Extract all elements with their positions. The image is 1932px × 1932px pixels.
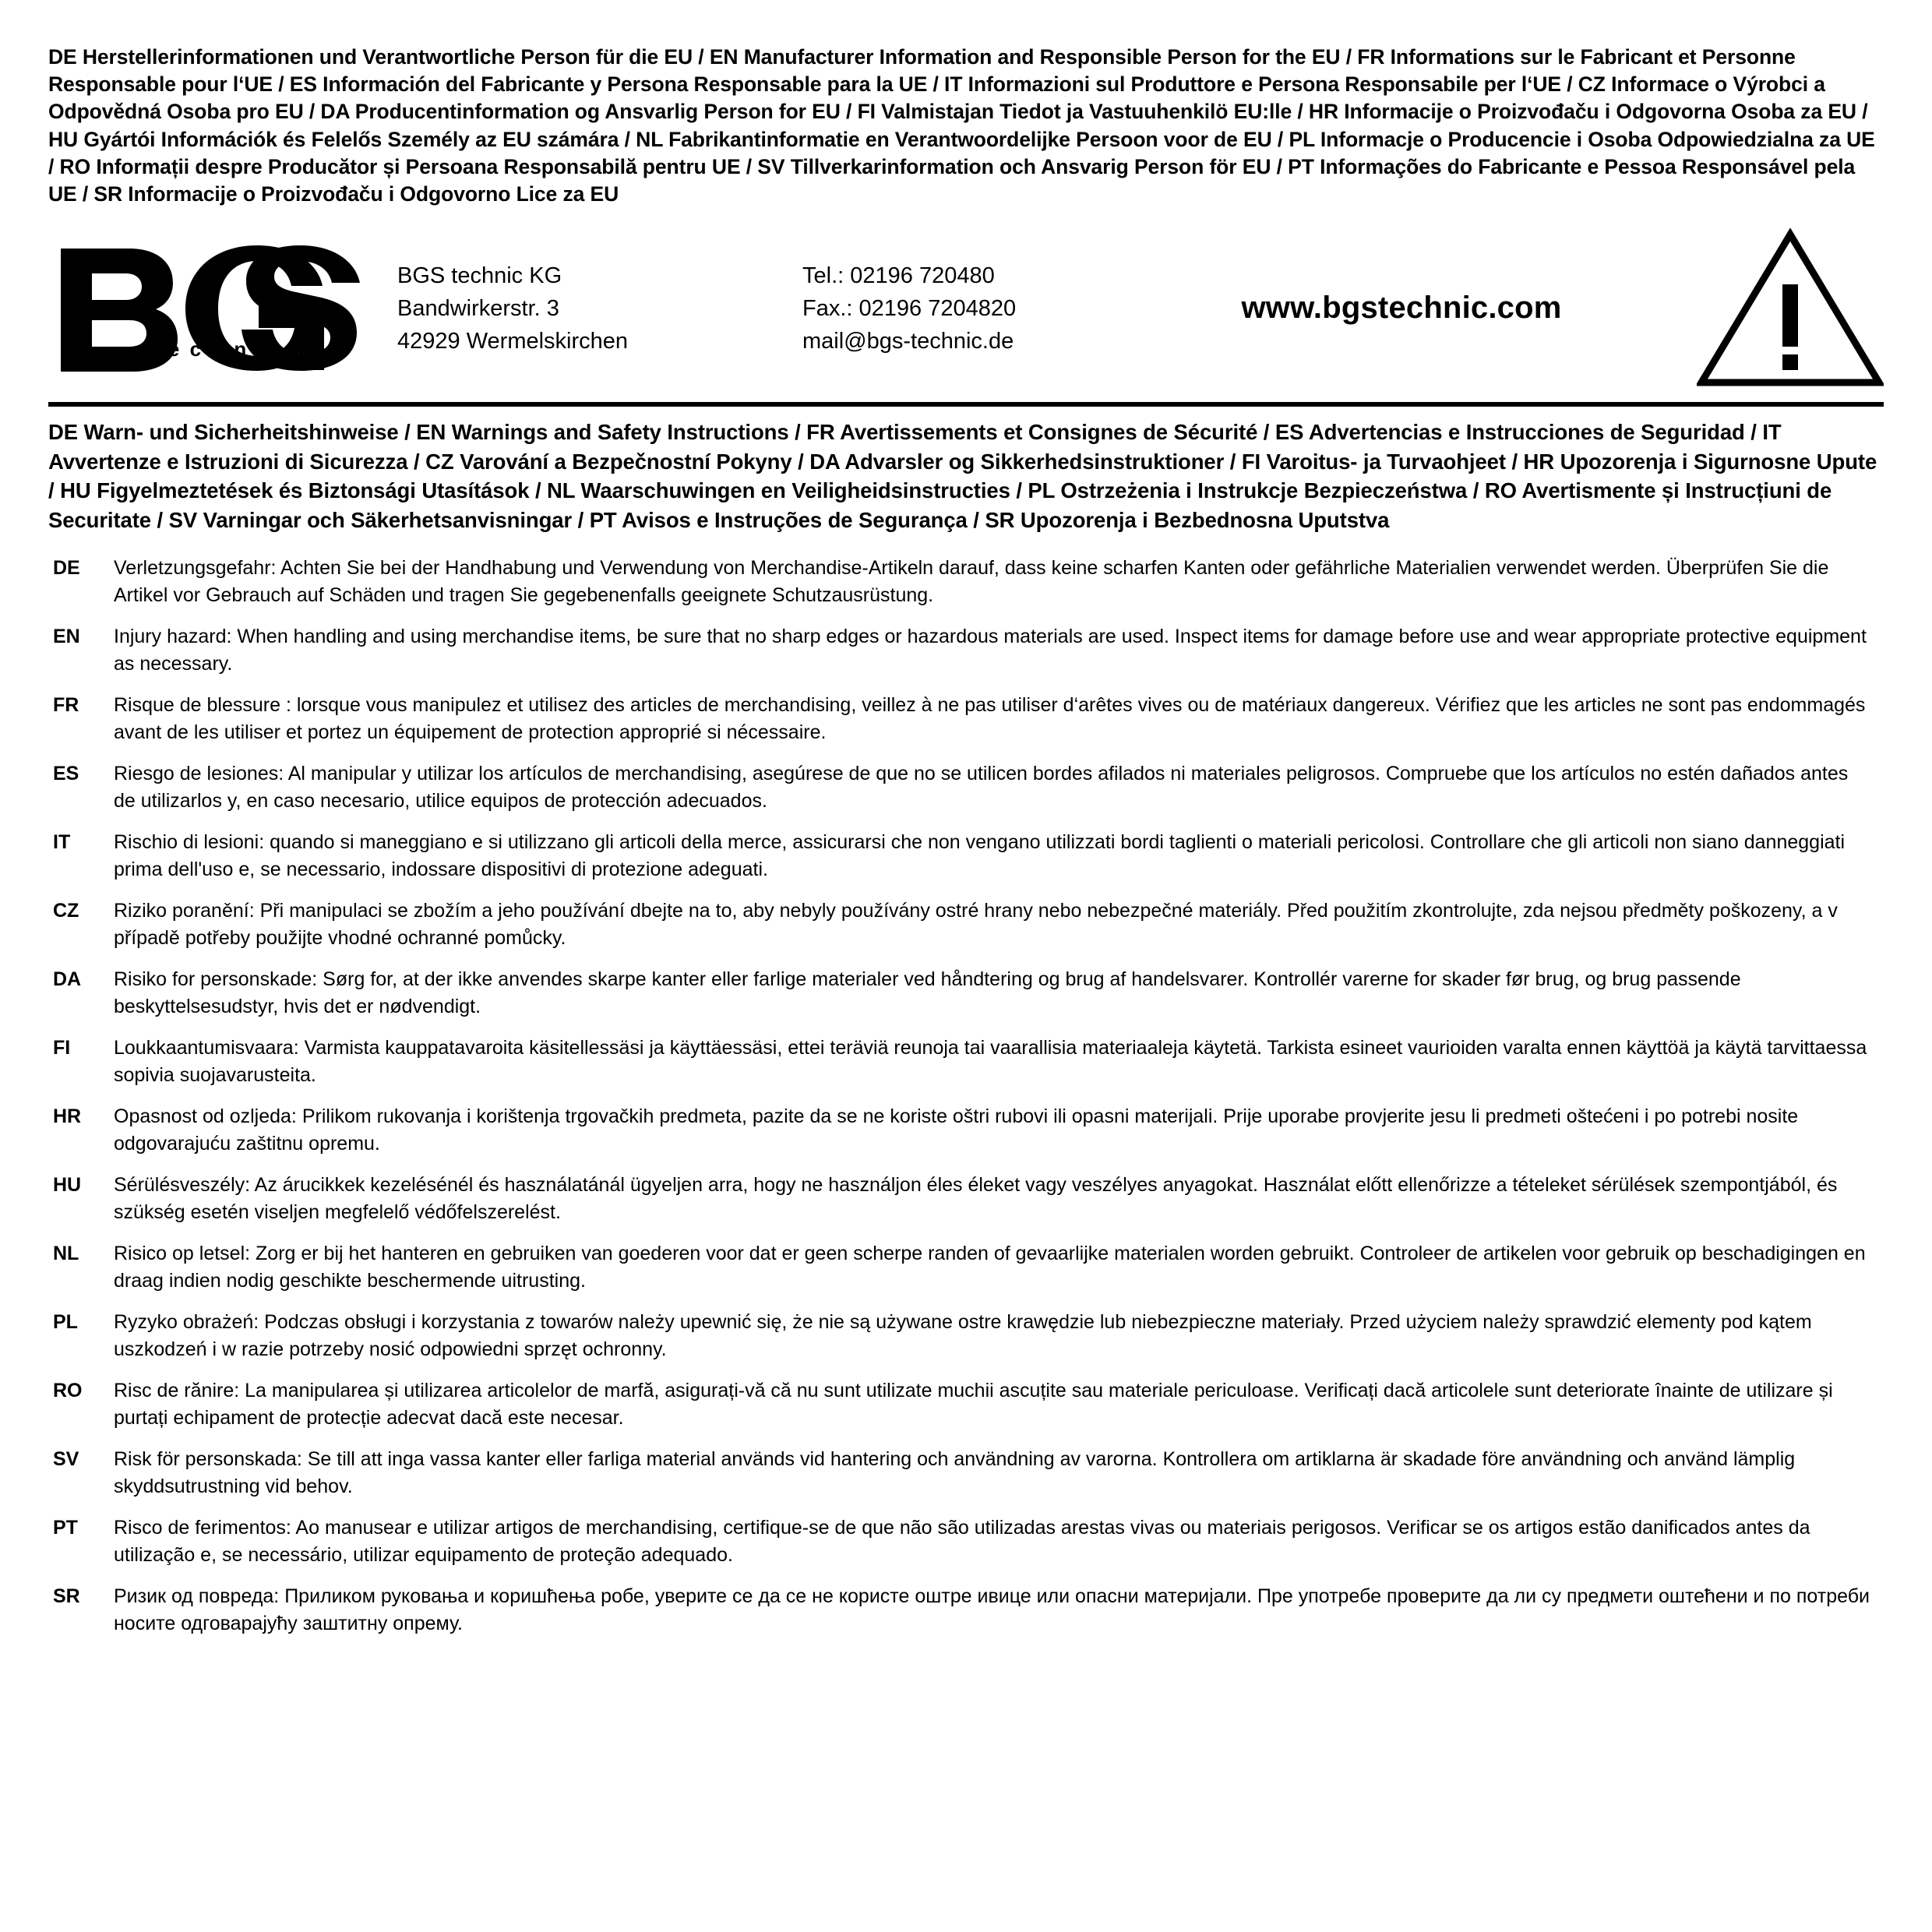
company-phone: Tel.: 02196 720480 (802, 263, 995, 288)
list-item (48, 1240, 1884, 1296)
list-item (48, 623, 1884, 679)
bgs-logo (48, 244, 390, 372)
company-contact (802, 259, 1137, 358)
language-code: CZ (53, 899, 79, 922)
warning-text: Risk för personskada: Se till att inga vassa kanter eller farliga material används vid hantering och användning av varorna. Kontrollera om artiklarna är skadade före användning och använd lämplig skyddsutrustning vid behov. (114, 1447, 1796, 1498)
list-item (48, 1446, 1884, 1501)
logo-subtitle: t e c h n i c (151, 337, 287, 361)
manufacturer-header (48, 220, 1884, 407)
company-city: 42929 Wermelskirchen (397, 328, 629, 354)
language-code: ES (53, 762, 79, 784)
section-title: DE Warn- und Sicherheitshinweise / EN Warnings and Safety Instructions / FR Avertissements et Consignes de Sécurité / ES Advertencias e Instrucciones de Seguridad / IT Avvertenze e Istruzioni di Sicurezza / CZ Varování a Bezpečnostní Pokyny / DA Advarsler og Sikkerhedsinstruktioner / FI Varoitus- ja Turvaohjeet / HR Upozorenja i Sigurnosne Upute / HU Figyelmeztetések és Biztonsági Utasítások / NL Waarschuwingen en Veiligheidsinstructies / PL Ostrzeżenia i Instrukcje Bezpieczeństwa / RO Avertismente și Instrucțiuni de Securitate / SV Varningar och Säkerhetsanvisningar / PT Avisos e Instruções de Segurança / SR Upozorenja i Bezbednosna Uputstva (48, 420, 1877, 532)
warning-text: Risco de ferimentos: Ao manusear e utilizar artigos de merchandising, certifique-se de que não são utilizadas arestas vivas ou materiais perigosos. Verificar se os artigos estão danificados antes da utilização e, se necessário, utilizar equipamento de proteção adequado. (114, 1516, 1810, 1567)
list-item (48, 1103, 1884, 1158)
warning-text: Sérülésveszély: Az árucikkek kezelésénél és használatánál ügyeljen arra, hogy ne használjon éles éleket vagy veszélyes anyagokat. Használat előtt ellenőrizze a tételeket sérülések szempontjából, és szükség esetén viseljen megfelelő védőfelszerelést. (114, 1173, 1838, 1224)
list-item (48, 760, 1884, 816)
list-item (48, 966, 1884, 1021)
warning-text: Risiko for personskade: Sørg for, at der ikke anvendes skarpe kanter eller farlige materialer ved håndtering og brug af handelsvarer. Kontrollér varerne for skader før brug, og brug passende beskyttelsesudstyr, hvis det er nødvendigt. (114, 968, 1741, 1018)
language-code: RO (53, 1379, 83, 1401)
language-code: HU (53, 1173, 82, 1196)
list-item (48, 692, 1884, 747)
warning-text: Riesgo de lesiones: Al manipular y utilizar los artículos de merchandising, asegúrese de que no se utilicen bordes afilados ni materiales peligrosos. Compruebe que los artículos no estén dañados antes de utilizarlos y, en caso necesario, utilice equipos de protección adecuados. (114, 762, 1849, 813)
list-item (48, 1035, 1884, 1090)
company-name: BGS technic KG (397, 263, 562, 288)
language-code: NL (53, 1242, 79, 1264)
language-code: PL (53, 1310, 78, 1333)
company-website: www.bgstechnic.com (1241, 291, 1562, 326)
warning-text: Risc de rănire: La manipularea și utilizarea articolelor de marfă, asigurați-vă că nu sunt utilizate muchii ascuțite sau materiale periculoase. Verificați dacă articolele sunt deteriorate înainte de utilizare și purtați echipament de protecție adecvat dacă este necesar. (114, 1379, 1833, 1430)
list-item (48, 1514, 1884, 1570)
warning-triangle (1689, 228, 1884, 388)
warning-text: Ryzyko obrażeń: Podczas obsługi i korzystania z towarów należy upewnić się, że nie są używane ostre krawędzie lub niebezpieczne materiały. Przed użyciem należy sprawdzić elementy pod kątem uszkodzeń i w razie potrzeby nosić odpowiedni sprzęt ochronny. (114, 1310, 1812, 1361)
company-email: mail@bgs-technic.de (802, 328, 1014, 354)
warnings-list (48, 555, 1884, 1638)
warning-triangle-icon (1697, 228, 1884, 388)
warning-text: Opasnost od ozljeda: Prilikom rukovanja i korištenja trgovačkih predmeta, pazite da se ne koriste oštri rubovi ili opasni materijali. Prije uporabe provjerite jesu li predmeti oštećeni i po potrebi nosite odgovarajuću zaštitnu opremu. (114, 1105, 1799, 1155)
language-code: SV (53, 1447, 79, 1470)
warning-text: Verletzungsgefahr: Achten Sie bei der Handhabung und Verwendung von Merchandise-Artikeln darauf, dass keine scharfen Kanten oder gefährliche Materialien verwendet werden. Überprüfen Sie die Artikel vor Gebrauch auf Schäden und tragen Sie gegebenenfalls geeignete Schutzausrüstung. (114, 556, 1829, 607)
list-item (48, 1583, 1884, 1638)
company-street: Bandwirkerstr. 3 (397, 295, 559, 321)
list-item (48, 1172, 1884, 1227)
list-item (48, 829, 1884, 884)
list-item (48, 897, 1884, 953)
list-item (48, 555, 1884, 610)
language-code: PT (53, 1516, 78, 1539)
language-code: DA (53, 968, 82, 990)
language-code: DE (53, 556, 80, 579)
registered-trademark-symbol: ® (282, 247, 300, 273)
warning-text: Risque de blessure : lorsque vous manipulez et utilisez des articles de merchandising, veillez à ne pas utiliser d‘arêtes vives ou de matériaux dangereux. Vérifiez que les articles ne sont pas endommagés avant de les utiliser et portez un équipement de protection approprié si nécessaire. (114, 693, 1866, 744)
warning-text: Injury hazard: When handling and using merchandise items, be sure that no sharp edges or hazardous materials are used. Inspect items for damage before use and wear appropriate protective equipment as necessary. (114, 625, 1867, 675)
language-code: SR (53, 1585, 80, 1607)
warning-text: Risico op letsel: Zorg er bij het hanteren en gebruiken van goederen voor dat er geen scherpe randen of gevaarlijke materialen worden gebruikt. Controleer de artikelen voor gebruik op beschadigingen en draag indien nodig geschikte beschermende uitrusting. (114, 1242, 1866, 1292)
warning-text: Rischio di lesioni: quando si maneggiano e si utilizzano gli articoli della merce, assicurarsi che non vengano utilizzati bordi taglienti o materiali pericolosi. Controllare che gli articoli non siano danneggiati prima dell'uso e, se necessario, indossare dispositivi di protezione adeguati. (114, 830, 1846, 881)
language-code: IT (53, 830, 71, 853)
language-code: FI (53, 1036, 71, 1059)
page-title: DE Herstellerinformationen und Verantwortliche Person für die EU / EN Manufacturer Information and Responsible Person for the EU / FR Informations sur le Fabricant et Personne Responsable pour l‘UE / ES Información del Fabricante y Persona Responsable para la UE / IT Informazioni sul Produttore e Persona Responsabile per l‘UE / CZ Informace o Výrobci a Odpovědná Osoba pro EU / DA Producentinformation og Ansvarlig Person for EU / FI Valmistajan Tiedot ja Vastuuhenkilö EU:lle / HR Informacije o Proizvođaču i Odgovorna Osoba za EU / HU Gyártói Információk és Felelős Személy az EU számára / NL Fabrikantinformatie en Verantwoordelijke Persoon voor de EU / PL Informacje o Producencie i Osoba Odpowiedzialna za UE / RO Informații despre Producător și Persoana Responsabilă pentru UE / SV Tillverkarinformation och Ansvarig Person för EU / PT Informações do Fabricante e Pessoa Responsável pela UE / SR Informacije o Proizvođaču i Odgovorno Lice za EU (48, 45, 1875, 206)
list-item (48, 1309, 1884, 1364)
company-fax: Fax.: 02196 7204820 (802, 295, 1017, 321)
company-address (390, 259, 802, 358)
language-code: FR (53, 693, 79, 716)
language-code: EN (53, 625, 80, 647)
warning-text: Ризик од повреда: Приликом руковања и коришћења робе, уверите се да се не користе оштре ивице или опасни материјали. Пре употребе проверите да ли су предмети оштећени и по потреби носите одговарајућу заштитну опрему. (114, 1585, 1870, 1635)
list-item (48, 1377, 1884, 1433)
warning-text: Loukkaantumisvaara: Varmista kauppatavaroita käsitellessäsi ja käyttäessäsi, ettei teräviä reunoja tai vaarallisia materiaaleja käytetä. Tarkista esineet vaurioiden varalta ennen käyttöä ja käytä tarvittaessa sopivia suojavarusteita. (114, 1036, 1867, 1087)
warning-text: Riziko poranění: Při manipulaci se zbožím a jeho používání dbejte na to, aby nebyly používány ostré hrany nebo nebezpečné materiály. Před použitím zkontrolujte, zda nejsou předměty poškozeny, a v případě potřeby použijte vhodné ochranné pomůcky. (114, 899, 1838, 950)
language-code: HR (53, 1105, 82, 1127)
